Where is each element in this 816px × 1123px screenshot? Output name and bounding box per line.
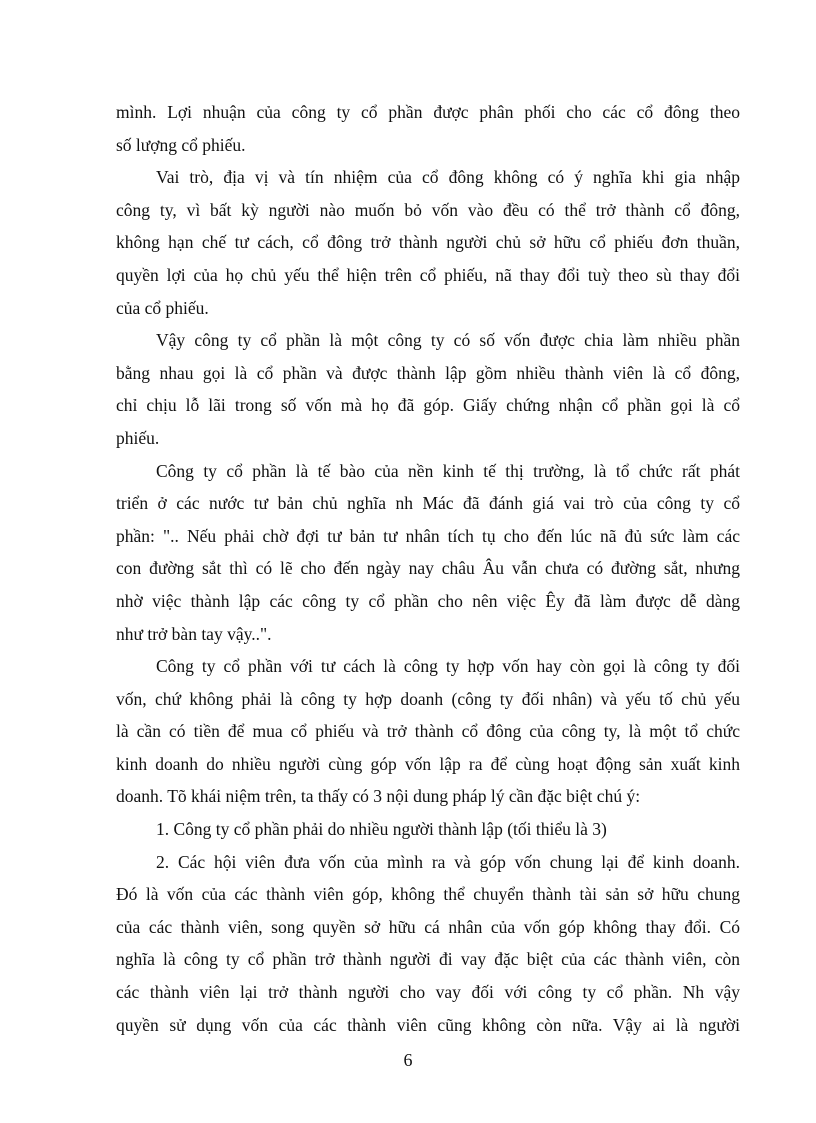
text-line: Vai trò, địa vị và tín nhiệm của cổ đông không có ý nghĩa khi gia nhập (156, 167, 740, 188)
text-line: quyền lợi của họ chủ yếu thể hiện trên cổ phiếu, nã thay đổi tuỳ theo sù thay đổi (116, 264, 740, 285)
text-line: con đường sắt thì có lẽ cho đến ngày nay châu Âu vẫn chưa có đường sắt, nhưng (116, 558, 740, 579)
page-number: 6 (403, 1050, 413, 1070)
text-line: nghĩa là công ty cổ phần trở thành người đi vay đặc biệt của các thành viên, còn (116, 949, 740, 970)
text-line: phần: ".. Nếu phải chờ đợi tư bản tư nhân tích tụ cho đến lúc nã đủ sức làm các (116, 525, 740, 546)
text-line: của các thành viên, song quyền sở hữu cá nhân của vốn góp không thay đổi. Có (116, 916, 740, 937)
text-line: mình. Lợi nhuận của công ty cổ phần được phân phối cho các cổ đông theo (116, 102, 740, 122)
text-line: số lượng cổ phiếu. (116, 134, 246, 155)
text-line: doanh. Tõ khái niệm trên, ta thấy có 3 nội dung pháp lý cần đặc biệt chú ý: (116, 786, 641, 807)
text-line: triển ở các nước tư bản chủ nghĩa nh Mác đã đánh giá vai trò của công ty cổ (116, 493, 740, 514)
text-line: 1. Công ty cổ phần phải do nhiều người thành lập (tối thiểu là 3) (156, 819, 607, 840)
text-line: 2. Các hội viên đưa vốn của mình ra và góp vốn chung lại để kinh doanh. (156, 851, 740, 872)
paragraph (116, 161, 740, 324)
text-line: của cổ phiếu. (116, 297, 209, 318)
text-line: kinh doanh do nhiều người cùng góp vốn lập ra để cùng hoạt động sản xuất kinh (116, 753, 740, 774)
paragraph (116, 650, 740, 813)
text-line: phiếu. (116, 427, 160, 448)
paragraph (116, 96, 740, 161)
text-line: Đó là vốn của các thành viên góp, không thể chuyển thành tài sản sở hữu chung (116, 884, 740, 905)
text-line: Công ty cổ phần với tư cách là công ty hợp vốn hay còn gọi là công ty đối (156, 656, 740, 677)
text-line: các thành viên lại trở thành người cho vay đối với công ty cổ phần. Nh vậy (116, 982, 740, 1003)
paragraph (116, 846, 740, 1042)
text-line: công ty, vì bất kỳ người nào muốn bỏ vốn vào đều có thể trở thành cổ đông, (116, 199, 740, 220)
paragraph (116, 813, 740, 846)
text-line: Vậy công ty cổ phần là một công ty có số vốn được chia làm nhiều phần (156, 330, 740, 351)
document-body (116, 96, 740, 1041)
text-line: bằng nhau gọi là cổ phần và được thành lập gồm nhiều thành viên là cổ đông, (116, 362, 740, 383)
text-line: chỉ chịu lỗ lãi trong số vốn mà họ đã góp. Giấy chứng nhận cổ phần gọi là cổ (116, 395, 740, 416)
paragraph (116, 324, 740, 454)
text-line: quyền sử dụng vốn của các thành viên cũng không còn nữa. Vậy ai là người (116, 1014, 740, 1035)
text-line: nhờ việc thành lập các công ty cổ phần cho nên việc Êy đã làm được dễ dàng (116, 590, 740, 611)
text-line: Công ty cổ phần là tế bào của nền kinh tế thị trường, là tổ chức rất phát (156, 460, 740, 481)
text-line: không hạn chế tư cách, cổ đông trở thành người chủ sở hữu cổ phiếu đơn thuần, (116, 232, 740, 253)
paragraph (116, 455, 740, 651)
text-line: như trở bàn tay vậy..". (116, 623, 272, 644)
text-line: là cần có tiền để mua cổ phiếu và trở thành cổ đông của công ty, là một tổ chức (116, 721, 740, 742)
text-line: vốn, chứ không phải là công ty hợp doanh (công ty đối nhân) và yếu tố chủ yếu (116, 688, 740, 709)
